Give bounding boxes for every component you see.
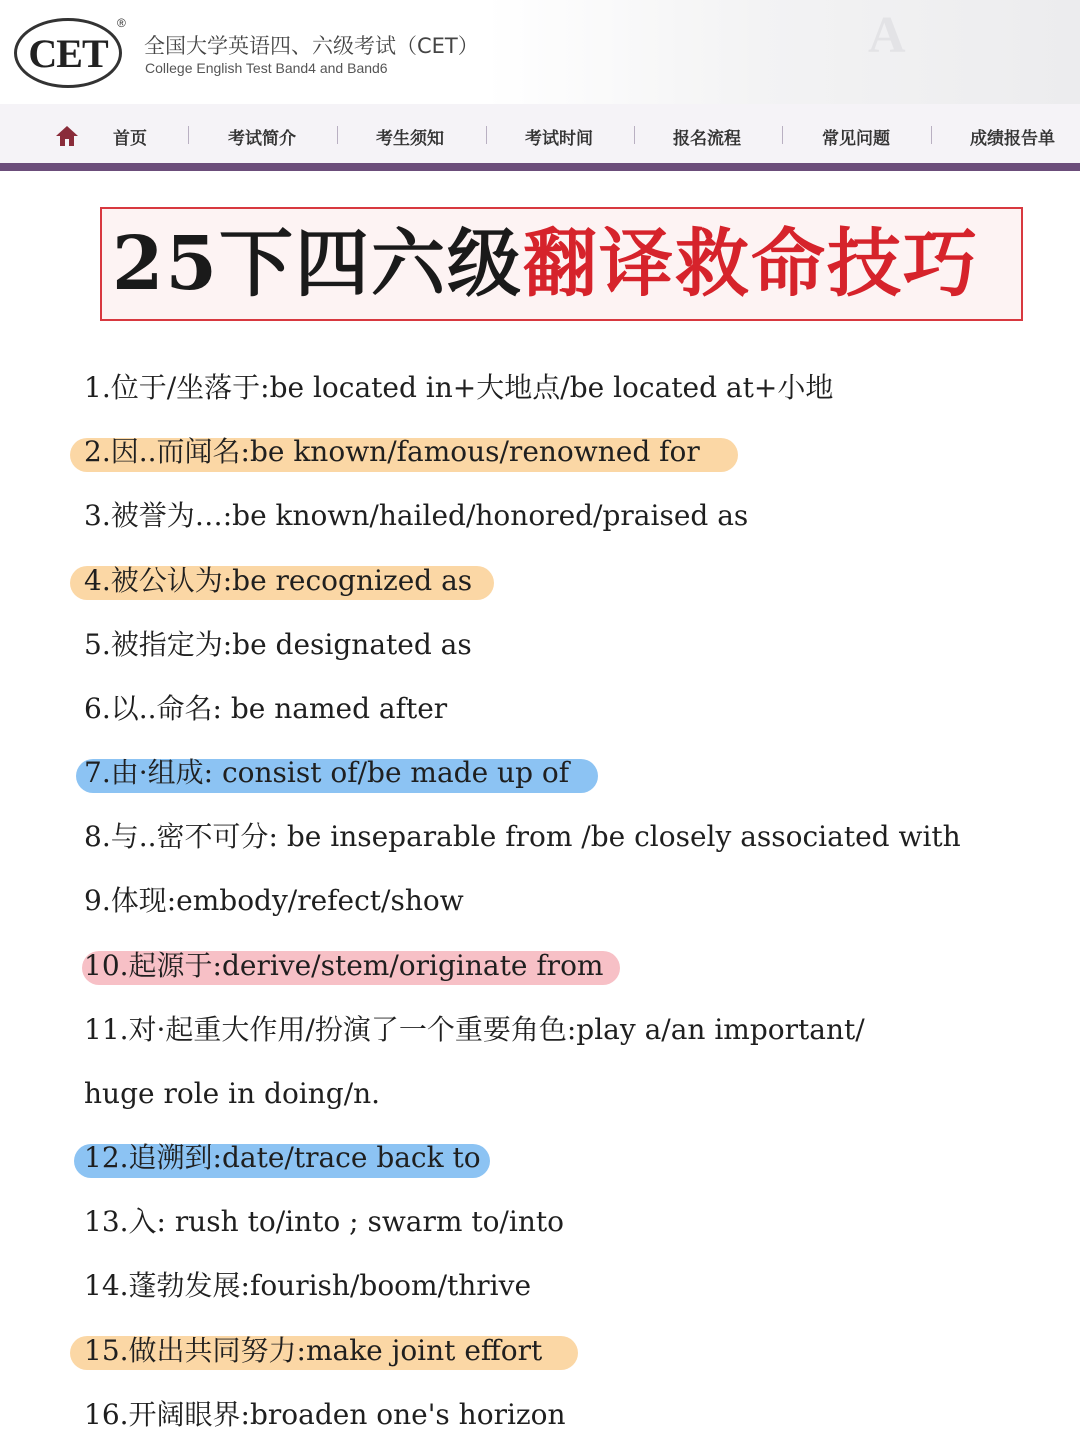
nav-separator <box>486 126 487 144</box>
nav-item-faq[interactable]: 常见问题 <box>822 129 890 149</box>
phrase-item: 2.因..而闻名:be known/famous/renowned for <box>84 435 700 468</box>
nav-item-candidate-notice[interactable]: 考生须知 <box>376 129 444 149</box>
nav-item-home[interactable]: 首页 <box>113 129 147 149</box>
nav-separator <box>188 126 189 144</box>
phrase-item: 10.起源于:derive/stem/originate from <box>84 949 604 982</box>
phrase-item-continuation: huge role in doing/n. <box>84 1077 381 1110</box>
cet-logo[interactable]: CET <box>14 18 122 88</box>
nav-item-exam-time[interactable]: 考试时间 <box>525 129 593 149</box>
phrase-item: 13.入: rush to/into ; swarm to/into <box>84 1205 564 1238</box>
phrase-item: 9.体现:embody/refect/show <box>84 884 464 917</box>
phrase-item: 7.由·组成: consist of/be made up of <box>84 756 570 789</box>
phrase-item: 11.对·起重大作用/扮演了一个重要角色:play a/an important/ <box>84 1013 865 1046</box>
nav-item-score-report[interactable]: 成绩报告单 <box>970 129 1055 149</box>
site-subtitle: College English Test Band4 and Band6 <box>145 60 388 76</box>
phrase-item: 6.以..命名: be named after <box>84 692 448 725</box>
phrase-item: 4.被公认为:be recognized as <box>84 564 473 597</box>
nav-underline <box>0 163 1080 171</box>
nav-separator <box>634 126 635 144</box>
watermark-letter-icon: A <box>868 7 906 64</box>
nav-separator <box>931 126 932 144</box>
nav-item-exam-intro[interactable]: 考试简介 <box>228 129 296 149</box>
phrase-item: 8.与..密不可分: be inseparable from /be closely associated with <box>84 820 961 853</box>
home-icon[interactable] <box>54 124 80 148</box>
phrase-item: 12.追溯到:date/trace back to <box>84 1141 481 1174</box>
phrase-item: 15.做出共同努力:make joint effort <box>84 1334 543 1367</box>
title-part-black: 25下四六级 <box>112 221 523 307</box>
phrase-item: 5.被指定为:be designated as <box>84 628 472 661</box>
phrase-item: 1.位于/坐落于:be located in+大地点/be located at+小地 <box>84 371 834 404</box>
phrase-item: 16.开阔眼界:broaden one's horizon <box>84 1398 566 1431</box>
nav-item-registration[interactable]: 报名流程 <box>673 129 741 149</box>
page-title <box>112 216 979 312</box>
registered-mark: ® <box>117 16 126 30</box>
title-part-red: 翻译救命技巧 <box>522 221 979 307</box>
nav-separator <box>337 126 338 144</box>
phrase-item: 3.被誉为…:be known/hailed/honored/praised as <box>84 499 749 532</box>
nav-separator <box>782 126 783 144</box>
site-title: 全国大学英语四、六级考试（CET） <box>144 34 479 58</box>
phrase-item: 14.蓬勃发展:fourish/boom/thrive <box>84 1269 532 1302</box>
